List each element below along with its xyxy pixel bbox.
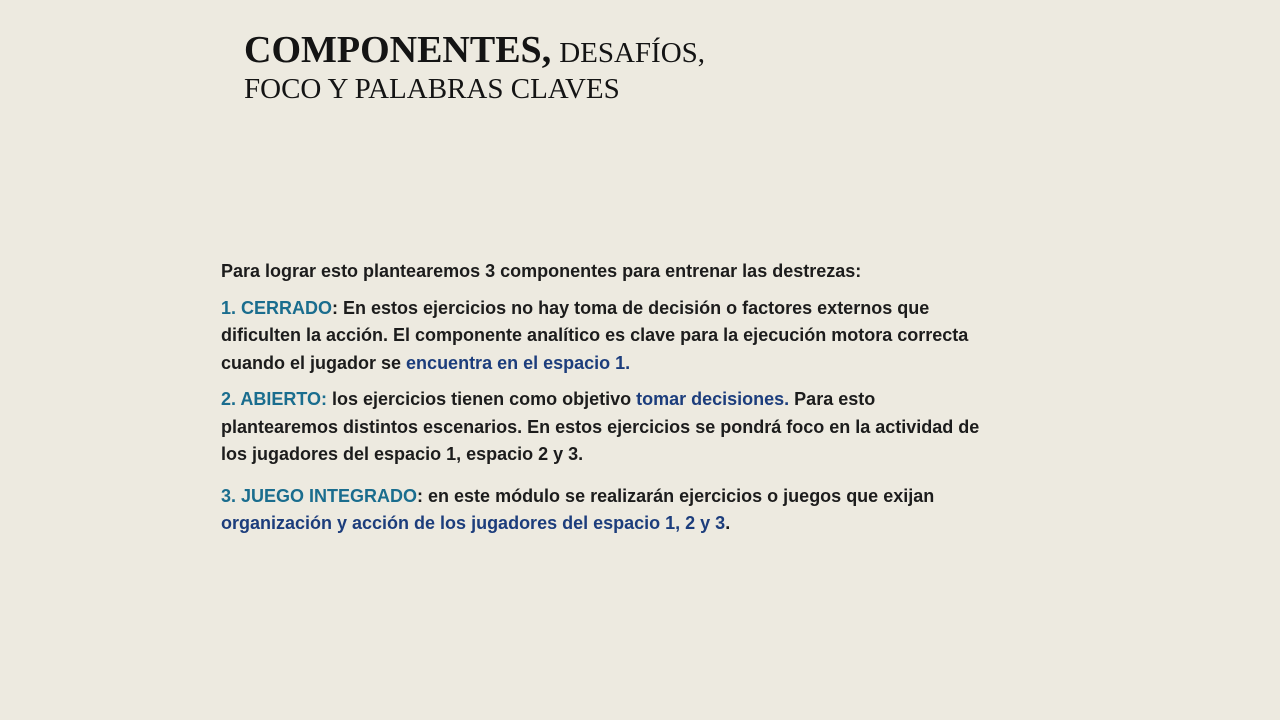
component-highlight: organización y acción de los jugadores del espacio 1, 2 y 3 <box>221 513 726 533</box>
page-title <box>244 26 705 105</box>
component-text: en este módulo se realizarán ejercicios o juegos que exijan <box>423 485 935 506</box>
label-separator: : <box>417 485 424 506</box>
body-content <box>221 258 991 547</box>
component-tail: . <box>725 513 731 533</box>
title-word-desafios: DESAFÍOS, <box>559 37 706 69</box>
component-label: 3. JUEGO INTEGRADO <box>221 485 418 506</box>
component-juego-integrado <box>221 483 991 538</box>
component-label: 1. CERRADO <box>221 297 333 318</box>
title-line-2: FOCO Y PALABRAS CLAVES <box>244 73 620 105</box>
component-text: los ejercicios tienen como objetivo <box>327 389 637 409</box>
component-label: 2. ABIERTO: <box>221 389 328 409</box>
intro-paragraph: Para lograr esto plantearemos 3 componentes para entrenar las destrezas: <box>221 261 862 281</box>
component-cerrado <box>221 295 991 378</box>
component-highlight: encuentra en el espacio 1. <box>406 352 631 373</box>
component-abierto <box>221 386 991 469</box>
component-highlight: tomar decisiones. <box>636 389 790 409</box>
label-separator: : <box>332 297 339 318</box>
component-text: En estos ejercicios no hay toma de decisión o factores externos que dificulten la acción. El componente analítico es clave para la ejecución motora correcta cuando el jugador se <box>221 297 969 373</box>
component-tail: Para esto plantearemos distintos escenarios. En estos ejercicios se pondrá foco en la actividad de los jugadores del espacio 1, espacio 2 y 3. <box>221 389 980 464</box>
title-word-componentes: COMPONENTES, <box>244 29 552 71</box>
